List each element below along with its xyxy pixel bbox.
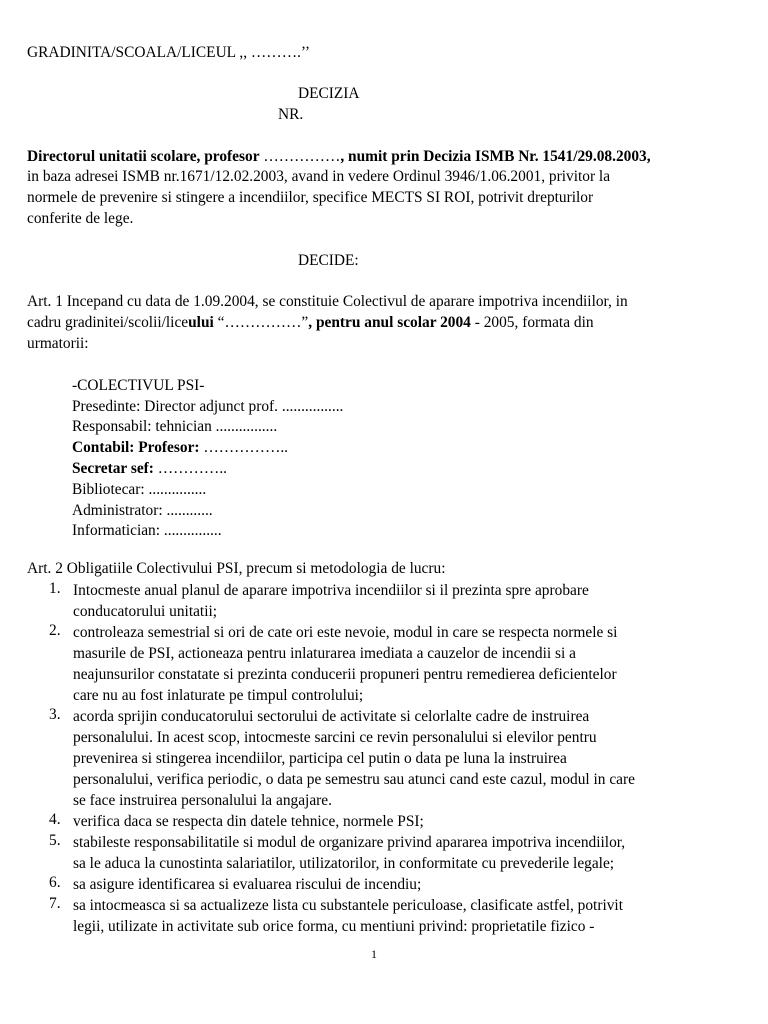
art2-title: Art. 2 Obligatiile Colectivului PSI, precum si metodologia de lucru:: [27, 560, 446, 577]
committee-member: Secretar sef: …………..: [72, 460, 228, 477]
list-item-number: 4.: [49, 811, 61, 828]
page-number: 1: [371, 947, 377, 961]
preamble-line-4: conferite de lege.: [27, 210, 134, 227]
art1-line-1: Art. 1 Incepand cu data de 1.09.2004, se constituie Colectivul de aparare impotriva incendiilor, in: [27, 293, 628, 310]
list-item: 1. Intocmeste anual planul de aparare impotriva incendiilor si il prezinta spre aprobare conducatorului unitatii;: [49, 580, 589, 620]
committee-member: Presedinte: Director adjunct prof. ................: [72, 398, 344, 415]
list-item-number: 3.: [49, 706, 61, 723]
committee-member: Administrator: ............: [72, 502, 213, 519]
list-item: 3. acorda sprijin conducatorului sectorului de activitate si celorlalte cadre de instruirea personalului. In acest scop, intocmeste sarcini ce revin personalului si elevilor pentru prevenirea si stingerea incendiilor, participa cel putin o data pe luna la instruirea personalului, verifica periodic, o data pe semestru sau atunci cand este cazul, modul in care se face instruirea personalului la angajare.: [49, 706, 635, 809]
committee-heading: -COLECTIVUL PSI-: [72, 377, 205, 394]
preamble-line-2: in baza adresei ISMB nr.1671/12.02.2003, avand in vedere Ordinul 3946/1.06.2001, privitor la: [27, 168, 611, 185]
list-item-number: 7.: [49, 895, 61, 912]
art1-line-2: cadru gradinitei/scolii/liceului “……………”, pentru anul scolar 2004 - 2005, formata din: [27, 314, 594, 331]
list-item-number: 1.: [49, 580, 61, 597]
list-item: 5. stabileste responsabilitatile si modul de organizare privind apararea impotriva incendiilor, sa le aduca la cunostinta salariatilor, utilizatorilor, in conformitate cu prevederile legale;: [49, 832, 626, 872]
list-item-number: 5.: [49, 832, 61, 849]
decide-heading: DECIDE:: [298, 252, 359, 269]
committee-member: Responsabil: tehnician ................: [72, 418, 278, 435]
list-item-number: 2.: [49, 622, 61, 639]
institution-header: GRADINITA/SCOALA/LICEUL ,, ……….’’: [27, 44, 311, 61]
committee-member: Contabil: Profesor: ……………..: [72, 439, 289, 456]
decision-number: NR.: [278, 106, 304, 123]
preamble-dots: ……………: [259, 148, 341, 165]
list-item: 2. controleaza semestrial si ori de cate ori este nevoie, modul in care se respecta normele si masurile de PSI, actioneaza pentru inlaturarea imediata a cauzelor de incendii si a neajunsurilor constatate si prezinta conducerii propuneri pentru remedierea deficientelor care nu au fost inlaturate pe timpul controlului;: [49, 622, 618, 704]
list-item-number: 6.: [49, 874, 61, 891]
committee-member: Bibliotecar: ...............: [72, 481, 207, 498]
decision-title: DECIZIA: [298, 85, 360, 102]
list-item: 7. sa intocmeasca si sa actualizeze lista cu substantele periculoase, clasificate astfel, potrivit legii, utilizate in activitate sub orice forma, cu mentiuni privind: proprietatile fizico -: [49, 895, 623, 935]
preamble-line-3: normele de prevenire si stingere a incendiilor, specifice MECTS SI ROI, potrivit drepturilor: [27, 189, 594, 206]
committee-member: Informatician: ...............: [72, 522, 222, 539]
list-item: 4. verifica daca se respecta din datele tehnice, normele PSI;: [49, 811, 424, 830]
preamble-director: Directorul unitatii scolare, profesor: [27, 148, 260, 165]
preamble-line-1: [27, 146, 651, 167]
art2-obligations-list: [27, 580, 747, 937]
preamble-appointment: , numit prin Decizia ISMB Nr. 1541/29.08.2003,: [340, 148, 651, 165]
art1-line-3: urmatorii:: [27, 335, 89, 352]
list-item: 6. sa asigure identificarea si evaluarea riscului de incendiu;: [49, 874, 422, 893]
